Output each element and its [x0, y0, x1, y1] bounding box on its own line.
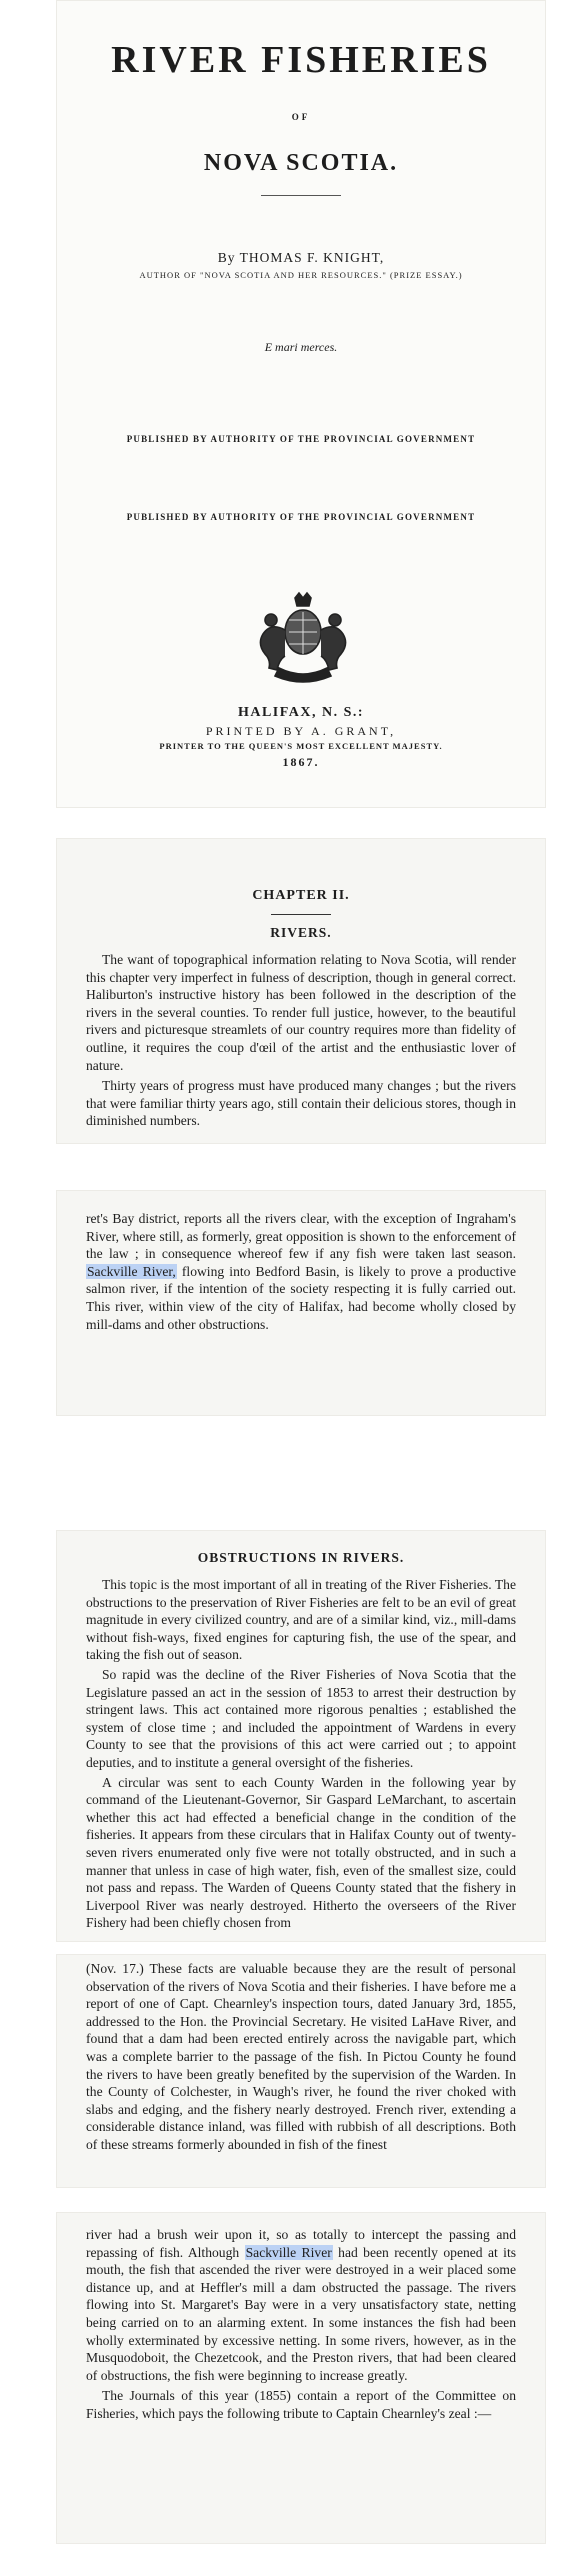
publication-year: 1867. [282, 755, 320, 769]
published-line-1: PUBLISHED BY AUTHORITY OF THE PROVINCIAL GOVERNMENT [126, 434, 476, 444]
sackville-excerpt-1 [56, 1190, 546, 1416]
chapter-rule [271, 914, 331, 915]
report-excerpt [56, 1954, 546, 2188]
section-heading: OBSTRUCTIONS IN RIVERS. [197, 1550, 405, 1565]
paragraph [86, 1210, 516, 1333]
motto: E mari merces. [264, 340, 338, 354]
paragraph: This topic is the most important of all in treating of the River Fisheries. The obstructions to the preservation of River Fisheries are felt to be an evil of great magnitude in every civilized country, and are of a similar kind, viz., mill-dams without fish-ways, fixed engines for capturing fish, the use of the spear, and taking the fish out of season. [86, 1577, 516, 1663]
published-line-2: PUBLISHED BY AUTHORITY OF THE PROVINCIAL GOVERNMENT [126, 512, 476, 522]
title-divider [261, 195, 341, 196]
book-subtitle: NOVA SCOTIA. [203, 150, 399, 176]
text-after: had been recently opened at its mouth, the fish that ascended the river were destroyed in a weir placed some distance up, and at Heffler's mill a dam obstructed the passage. The rivers flowing into St. Margaret's Bay were in a very unsatisfactory state, netting being carried on to an alarming extent. In some instances the fish had been wholly exterminated by excessive netting. In some rivers, however, as in the Musquodoboit, the Chezetcook, and the Preston rivers, that had been cleared of obstructions, the fish were beginning to increase greatly. [86, 2244, 517, 2383]
paragraph: The Journals of this year (1855) contain a report of the Committee on Fisheries, which pays the following tribute to Captain Chearnley's zeal :— [86, 2388, 516, 2421]
printed-by: PRINTED BY A. GRANT, [205, 724, 397, 738]
title-page [56, 0, 546, 808]
paragraph: So rapid was the decline of the River Fisheries of Nova Scotia that the Legislature passed an act in the session of 1853 to arrest their destruction by stringent laws. This act contained more rigorous penalties ; established the system of close time ; and included the appointment of Wardens in every County to see that the provisions of this act were carried out ; to appoint deputies, and to institute a general oversight of the fisheries. [86, 1666, 516, 1770]
text-after: flowing into Bedford Basin, is likely to prove a productive salmon river, if the intention of the society respecting it is fully carried out. This river, within view of the city of Halifax, had become wholly closed by mill-dams and other obstructions. [86, 1263, 516, 1332]
paragraph: The want of topographical information relating to Nova Scotia, will render this chapter very imperfect in fulness of description, though in general correct. Haliburton's instructive history has been followed in the description of the rivers in the several counties. To render full justice, however, to the beautiful rivers and picturesque streamlets of our country requires more than fidelity of outline, it requires the coup d'œil of the artist and the enthusiastic lover of nature. [86, 952, 516, 1073]
section-heading: RIVERS. [270, 925, 332, 940]
search-highlight[interactable]: Sackville River [245, 2244, 332, 2260]
book-title: RIVER FISHERIES [111, 39, 491, 81]
publication-place: HALIFAX, N. S.: [237, 705, 365, 720]
paragraph: A circular was sent to each County Warden in the following year by command of the Lieutenant-Governor, Sir Gaspard LeMarchant, to ascertain whether this act had effected a beneficial change in the condition of the fisheries. It appears from these circulars that in Halifax County out of twenty-seven rivers enumerated only five were not totally obstructed, and in such a manner that unless in case of high water, fish, even of the smallest size, could not pass and repass. The Warden of Queens County stated that the fishery in Liverpool River was nearly destroyed. Hitherto the overseers of the River Fishery had been chiefly chosen from [86, 1774, 516, 1931]
text-before: river had a brush weir upon it, so as totally to intercept the passing and repassing of fish. Although [86, 2227, 516, 2260]
paragraph [86, 2226, 516, 2384]
author-line: By THOMAS F. KNIGHT, [217, 250, 385, 265]
author-note: AUTHOR OF "NOVA SCOTIA AND HER RESOURCES." (PRIZE ESSAY.) [139, 270, 463, 280]
sackville-excerpt-2 [56, 2212, 546, 2544]
chapter-excerpt [56, 838, 546, 1144]
title-of: OF [291, 112, 311, 122]
obstructions-excerpt [56, 1530, 546, 1942]
paragraph: Thirty years of progress must have produced many changes ; but the rivers that were familiar thirty years ago, still contain their delicious stores, though in diminished numbers. [86, 1078, 516, 1129]
chapter-heading: CHAPTER II. [252, 888, 350, 903]
printer-note: PRINTER TO THE QUEEN'S MOST EXCELLENT MAJESTY. [159, 741, 443, 751]
search-highlight[interactable]: Sackville River, [87, 1263, 176, 1279]
royal-coat-of-arms-icon [251, 590, 355, 690]
text-before: ret's Bay district, reports all the rivers clear, with the exception of Ingraham's River, where still, as formerly, great opposition is shown to the enforcement of the law ; in consequence whereof few if any fish were taken last season. [86, 1211, 516, 1262]
paragraph: (Nov. 17.) These facts are valuable because they are the result of personal observation of the rivers of Nova Scotia and their fisheries. I have before me a report of one of Capt. Chearnley's inspection tours, dated January 3rd, 1855, addressed to the Hon. the Provincial Secretary. He visited LaHave River, and found that a dam had been erected entirely across the navigable part, which was a complete barrier to the passage of the fish. In Pictou County he found the rivers to have been greatly benefited by the supervision of the Warden. In the County of Colchester, in Waugh's river, he found the river choked with slabs and edging, and the fishery nearly destroyed. French river, extending a considerable distance inland, was filled with rubbish of all descriptions. Both of these streams formerly abounded in fish of the finest [86, 1961, 516, 2152]
